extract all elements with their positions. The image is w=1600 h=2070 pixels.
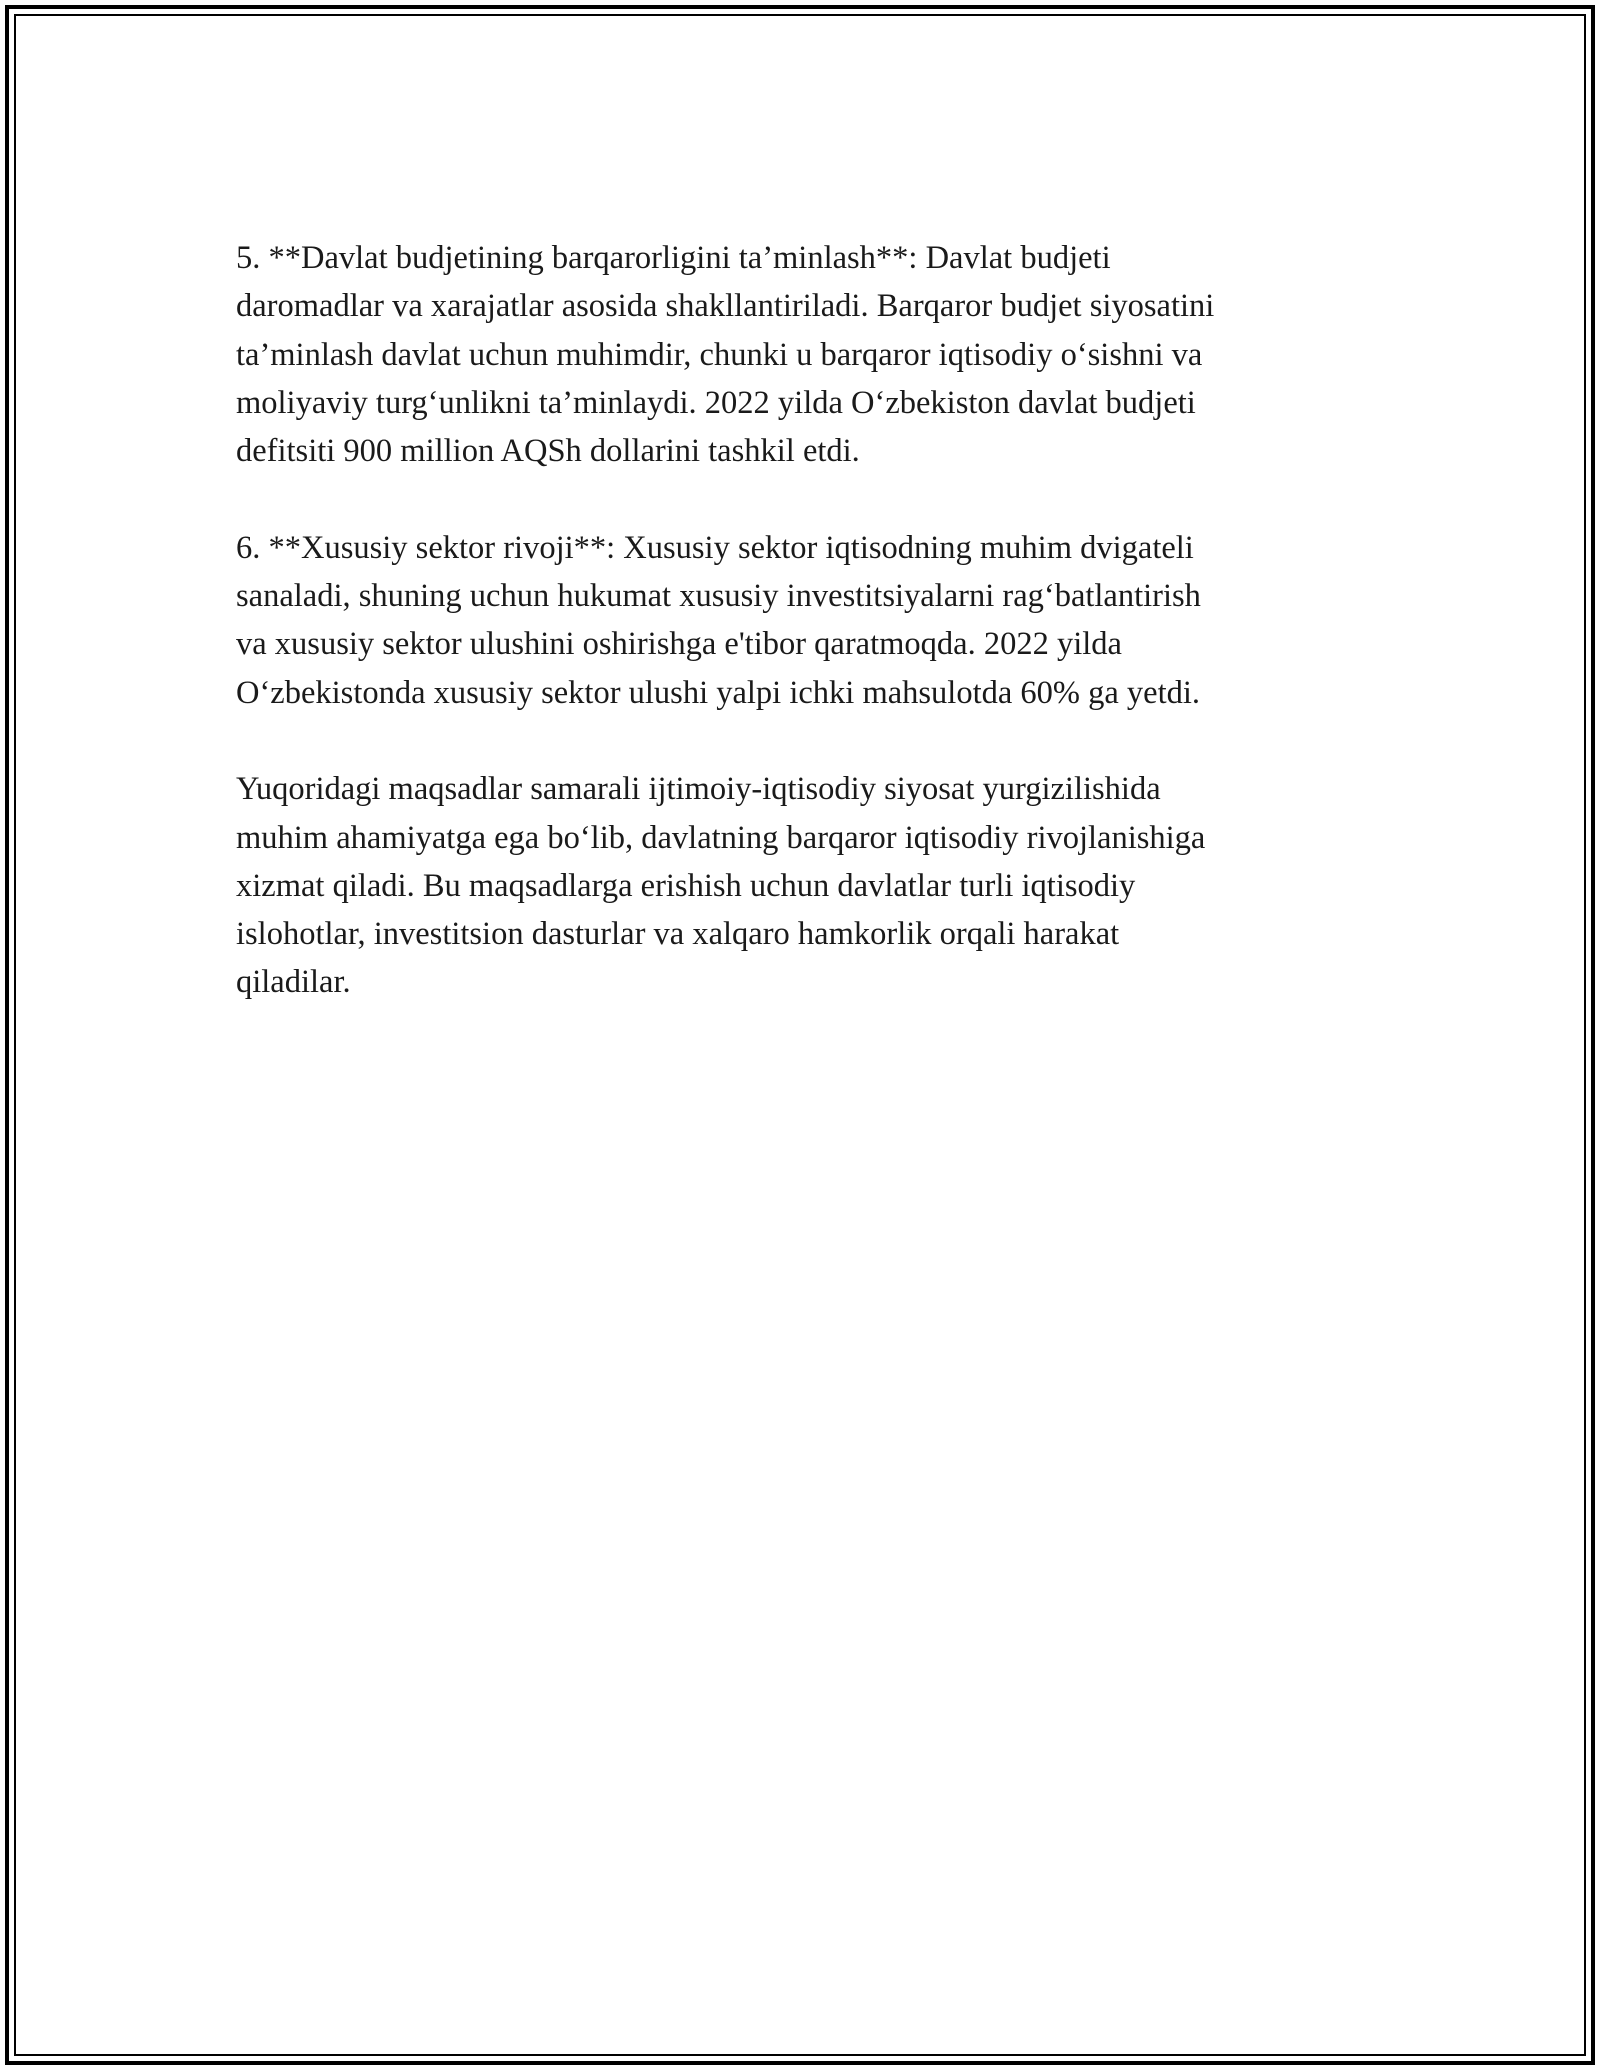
paragraph-budget-stability: 5. **Davlat budjetining barqarorligini ta’minlash**: Davlat budjeti daromadlar va xarajatlar asosida shakllantiriladi. Barqaror budjet siyosatini ta’minlash davlat uchun muhimdir, chunki u barqaror iqtisodiy o‘sishni va moliyaviy turg‘unlikni ta’minlaydi. 2022 yilda O‘zbekiston davlat budjeti defitsiti 900 million AQSh dollarini tashkil etdi.: [236, 240, 1215, 470]
paragraph-private-sector: 6. **Xususiy sektor rivoji**: Xususiy sektor iqtisodning muhim dvigateli sanaladi, shuning uchun hukumat xususiy investitsiyalarni rag‘batlantirish va xususiy sektor ulushini oshirishga e'tibor qaratmoqda. 2022 yilda O‘zbekistonda xususiy sektor ulushi yalpi ichki mahsulotda 60% ga yetdi.: [236, 529, 1201, 711]
paragraph-conclusion: Yuqoridagi maqsadlar samarali ijtimoiy-iqtisodiy siyosat yurgizilishida muhim ahamiyatga ega bo‘lib, davlatning barqaror iqtisodiy rivojlanishiga xizmat qiladi. Bu maqsadlarga erishish uchun davlatlar turli iqtisodiy islohotlar, investitsion dasturlar va xalqaro hamkorlik orqali harakat qiladilar.: [236, 771, 1206, 1001]
document-body: [236, 234, 1366, 1055]
